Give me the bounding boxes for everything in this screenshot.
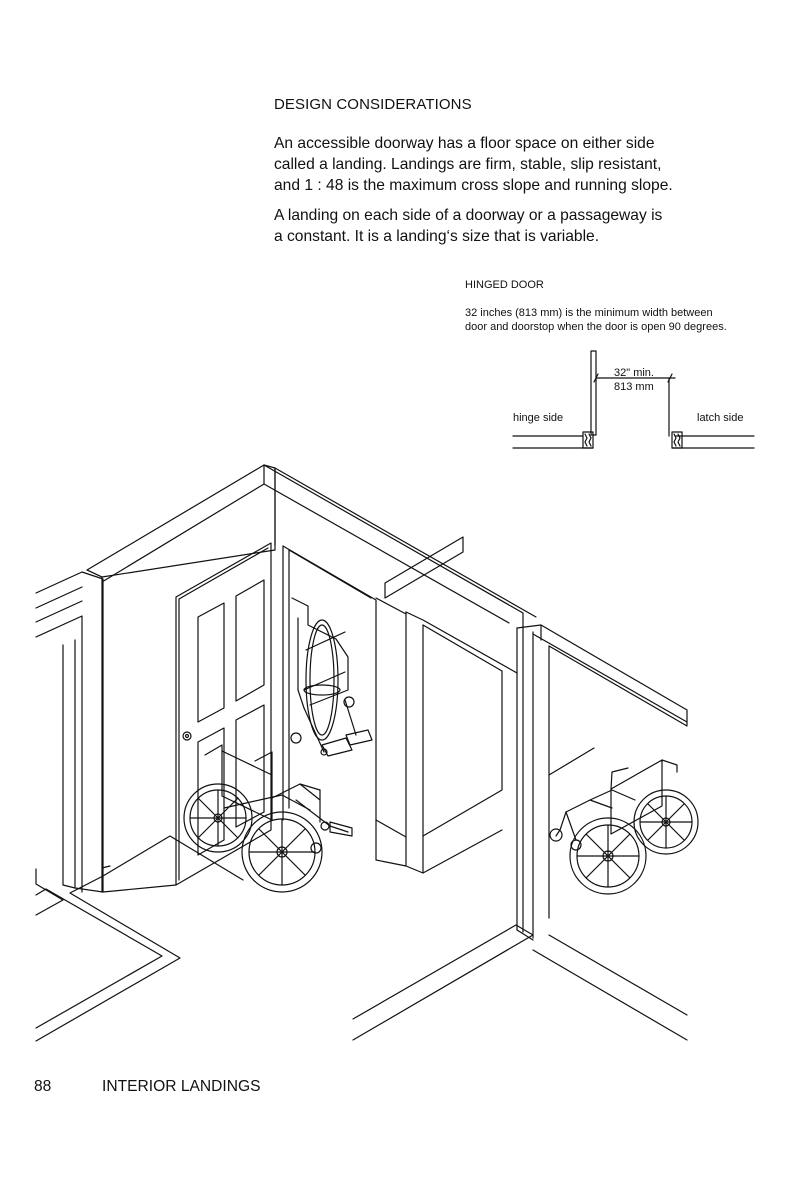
text-line: called a landing. Landings are firm, stable, slip resistant,: [274, 156, 662, 173]
text-line: a constant. It is a landing‘s size that is variable.: [274, 228, 600, 245]
dimension-label-metric: 813 mm: [614, 381, 654, 393]
text-line: and 1 : 48 is the maximum cross slope and running slope.: [274, 177, 673, 194]
wheelchair-icon: [291, 598, 372, 756]
hinge-side-label: hinge side: [513, 412, 564, 424]
wall-structure: [36, 465, 687, 938]
caption-line: 32 inches (813 mm) is the minimum width between: [465, 307, 713, 319]
dimension-label: 32" min.: [614, 367, 654, 379]
text-line: An accessible doorway has a floor space on either side: [274, 135, 655, 152]
section-heading: DESIGN CONSIDERATIONS: [274, 96, 472, 113]
wheelchair-icon: [550, 760, 698, 894]
page-number: 88: [34, 1078, 52, 1095]
wheelchair-icon: [184, 745, 352, 892]
text-line: A landing on each side of a doorway or a passageway is: [274, 207, 663, 224]
floor-landings: [36, 820, 687, 1041]
figure-title: HINGED DOOR: [465, 279, 544, 291]
caption-line: door and doorstop when the door is open 90 degrees.: [465, 320, 727, 333]
section-title-footer: INTERIOR LANDINGS: [102, 1078, 261, 1095]
hinged-door-plan-diagram: [513, 351, 754, 448]
latch-side-label: latch side: [697, 412, 744, 424]
